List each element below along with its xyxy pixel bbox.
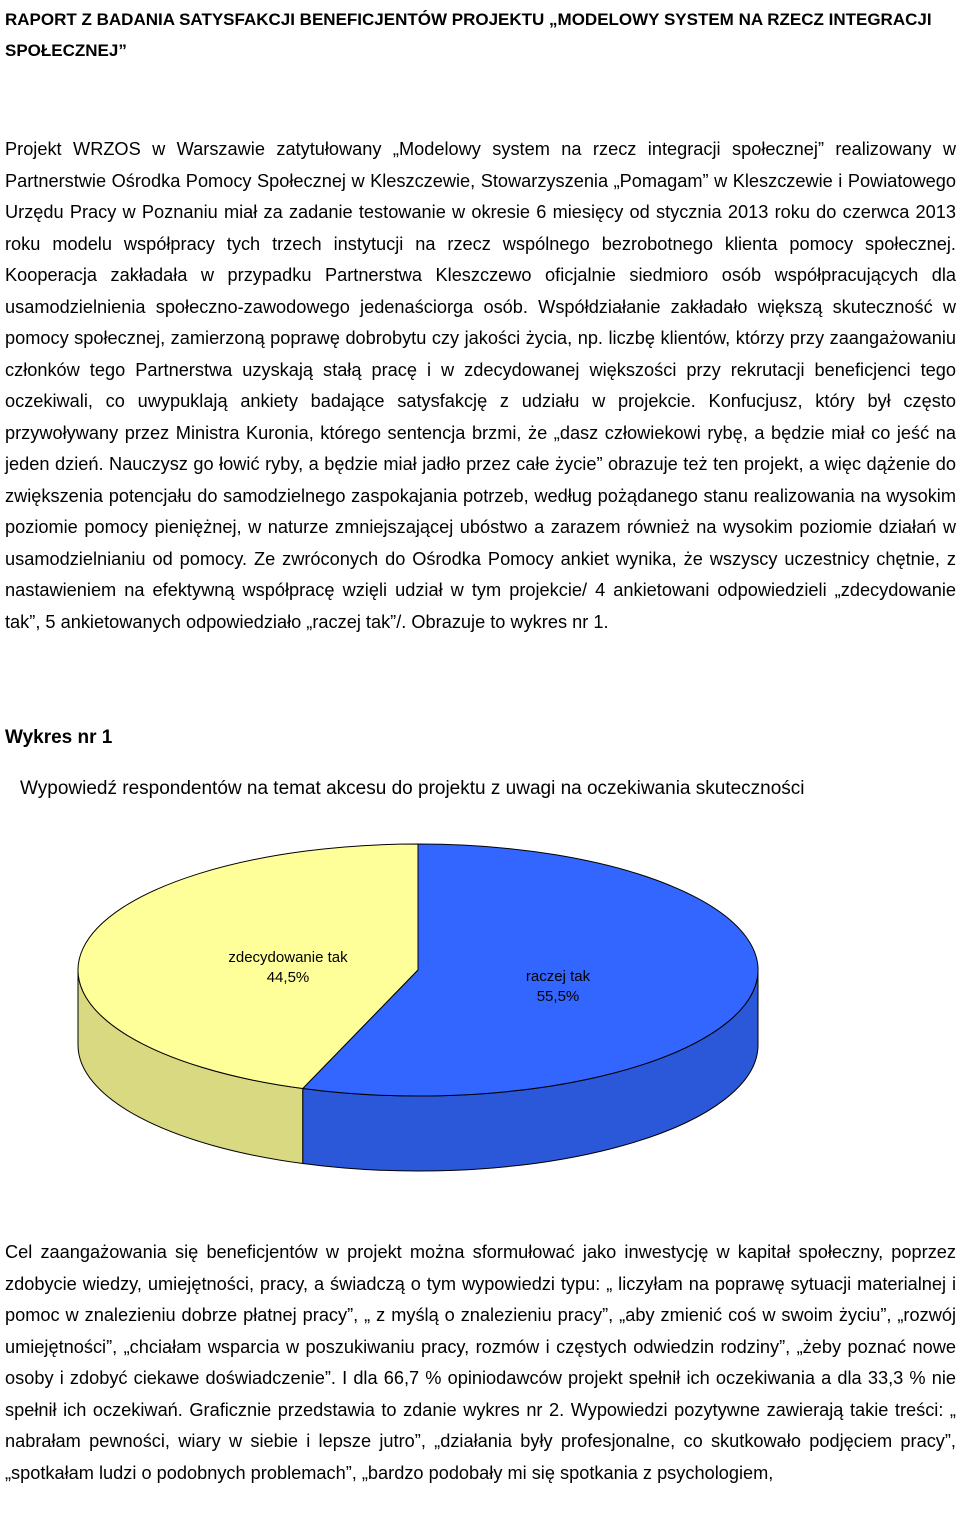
slice-label-raczej-tak: raczej tak: [525, 968, 591, 985]
pie-chart: [0, 820, 960, 1220]
chart-heading: Wykres nr 1: [5, 727, 113, 748]
report-title: RAPORT Z BADANIA SATYSFAKCJI BENEFICJENTÓW PROJEKTU „MODELOWY SYSTEM NA RZECZ INTEGRACJI SPOŁECZNEJ”: [5, 10, 932, 60]
body-paragraph-2: Cel zaangażowania się beneficjentów w projekt można sformułować jako inwestycję w kapitał społeczny, poprzez zdobycie wiedzy, umiejętności, pracy, a świadczą o tym wypowiedzi typu: „ liczyłam na poprawę sytuacji materialnej i pomoc w znalezieniu dobrze płatnej pracy”, „ z myślą o znalezieniu pracy”, „aby zmienić coś w swoim życiu”, „rozwój umiejętności”, „chciałam wsparcia w poszukiwaniu pracy, rozmów i częstych odwiedzin rodziny”, „żeby poznać nowe osoby i zdobyć ciekawe doświadczenie”. I dla 66,7 % opiniodawców projekt spełnił ich oczekiwania a dla 33,3 % nie spełnił ich oczekiwań. Graficznie przedstawia to zdanie wykres nr 2. Wypowiedzi pozytywne zawierają takie treści: „ nabrałam pewności, wiary w siebie i lepsze jutro”, „działania były profesjonalne, co skutkowało podjęciem pracy”, „spotkałam ludzi o podobnych problemach”, „bardzo podobały mi się spotkania z psychologiem,: [5, 1242, 956, 1483]
slice-value-zdecydowanie-tak: 44,5%: [266, 969, 310, 986]
slice-label-zdecydowanie-tak: zdecydowanie tak: [228, 949, 348, 966]
slice-value-raczej-tak: 55,5%: [536, 988, 580, 1005]
body-paragraph-1: Projekt WRZOS w Warszawie zatytułowany „Modelowy system na rzecz integracji społecznej” realizowany w Partnerstwie Ośrodka Pomocy Społecznej w Kleszczewie, Stowarzyszenia „Pomagam” w Kleszczewie i Powiatowego Urzędu Pracy w Poznaniu miał za zadanie testowanie w okresie 6 miesięcy od stycznia 2013 roku do czerwca 2013 roku modelu współpracy tych trzech instytucji na rzecz wspólnego bezrobotnego klienta pomocy społecznej. Kooperacja zakładała w przypadku Partnerstwa Kleszczewo oficjalnie siedmioro osób współpracujących dla usamodzielnienia społeczno-zawodowego jedenaściorga osób. Współdziałanie zakładało większą skuteczność w pomocy społecznej, zamierzoną poprawę dobrobytu czy jakości życia, np. liczbę klientów, którzy przy zaangażowaniu członków tego Partnerstwa uzyskają stałą pracę i w zdecydowanej większości przy rekrutacji beneficjenci tego oczekiwali, co uwypuklają ankiety badające satysfakcję z udziału w projekcie. Konfucjusz, który był często przywoływany przez Ministra Kuronia, którego sentencja brzmi, że „dasz człowiekowi rybę, a będzie miał co jeść na jeden dzień. Nauczysz go łowić ryby, a będzie miał jadło przez całe życie” obrazuje też ten projekt, a więc dążenie do zwiększenia potencjału do samodzielnego zaspokajania potrzeb, według pożądanego stanu realizowania na wysokim poziomie pomocy pieniężnej, w naturze zmniejszającej ubóstwo a zarazem również na wysokim poziomie działań w usamodzielnianiu od pomocy. Ze zwróconych do Ośrodka Pomocy ankiet wynika, że wszyscy uczestnicy chętnie, z nastawieniem na efektywną współpracę wzięli udział w tym projekcie/ 4 ankietowani odpowiedzieli „zdecydowanie tak”, 5 ankietowanych odpowiedziało „raczej tak”/. Obrazuje to wykres nr 1.: [5, 139, 956, 632]
chart-subtitle: Wypowiedź respondentów na temat akcesu do projektu z uwagi na oczekiwania skuteczności: [20, 778, 805, 799]
